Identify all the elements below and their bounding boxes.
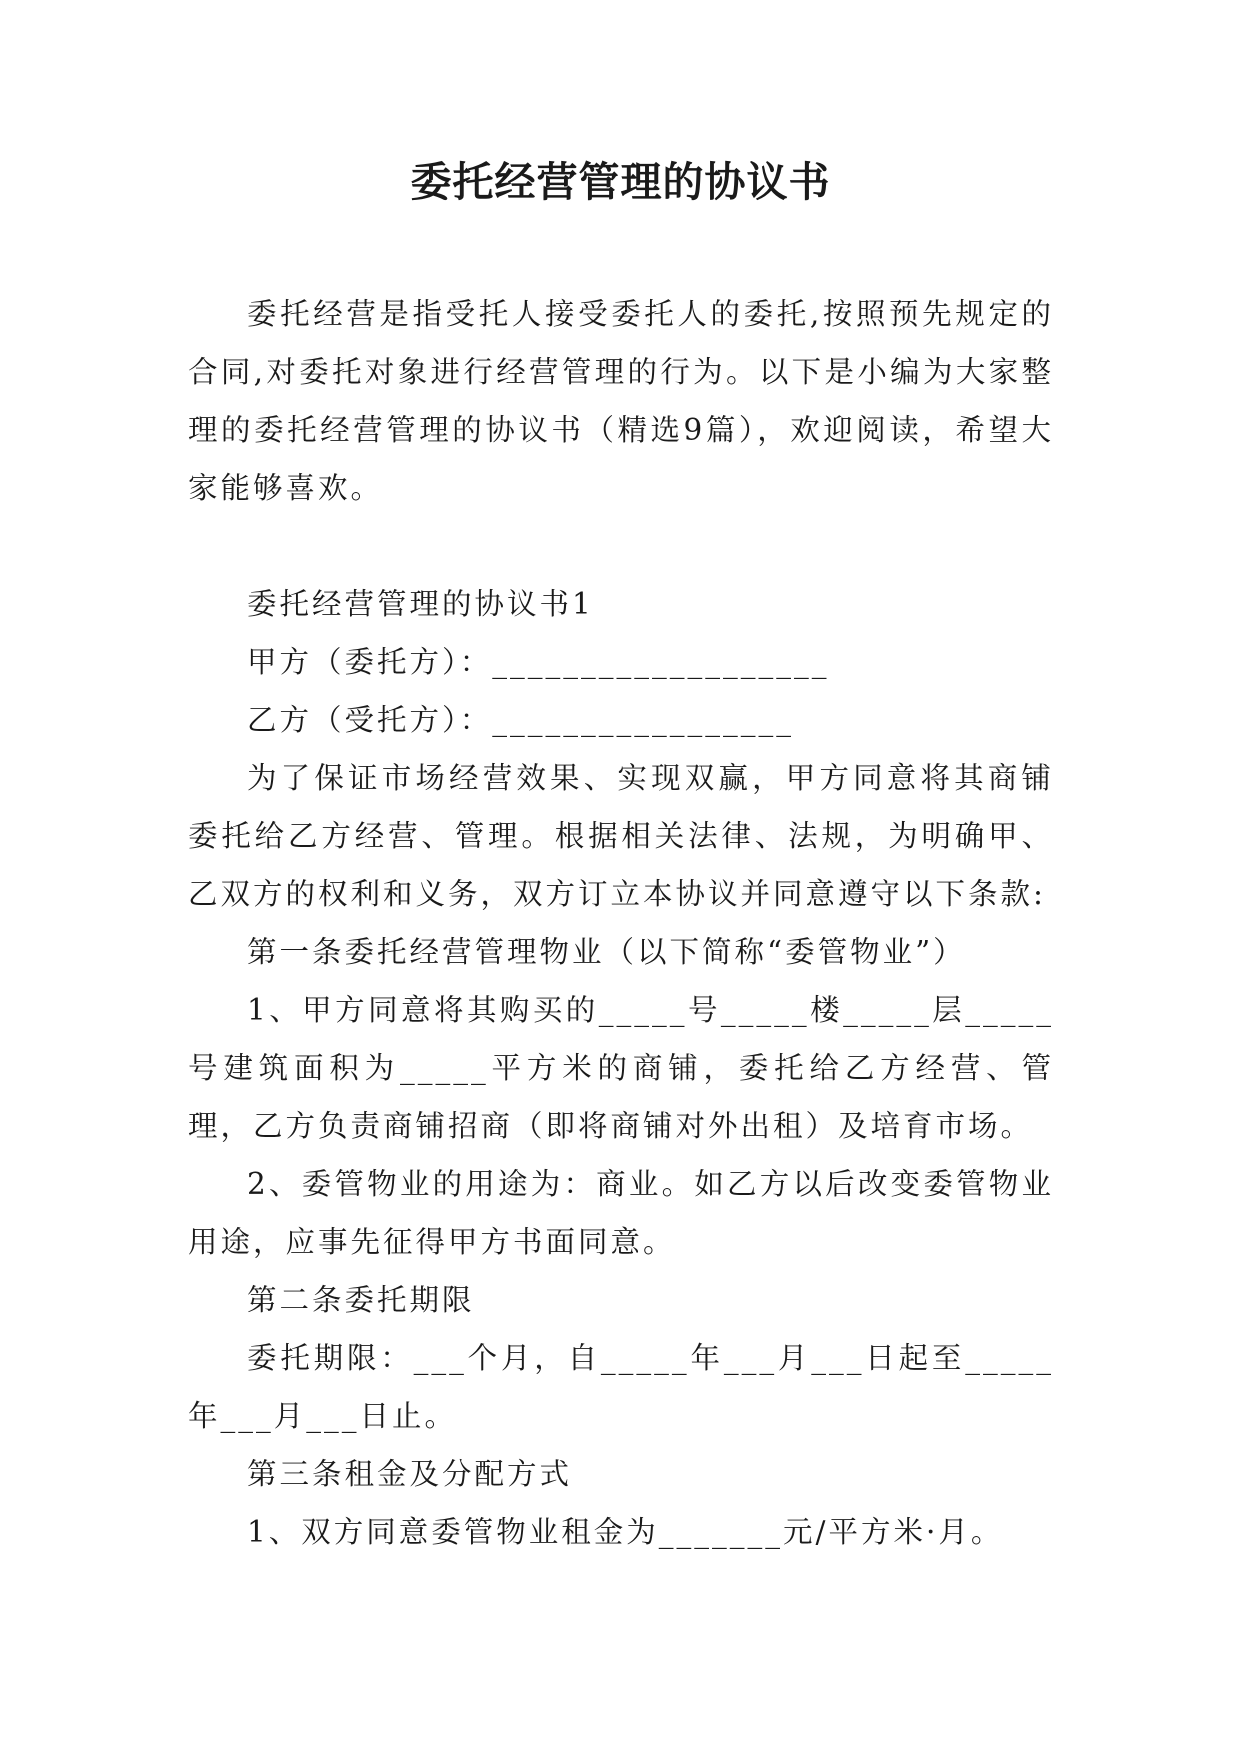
preamble-paragraph: 为了保证市场经营效果、实现双赢，甲方同意将其商铺委托给乙方经营、管理。根据相关法律、法规，为明确甲、乙双方的权利和义务，双方订立本协议并同意遵守以下条款: <box>188 761 1054 911</box>
intro-paragraph: 委托经营是指受托人接受委托人的委托,按照预先规定的合同,对委托对象进行经营管理的行为。以下是小编为大家整理的委托经营管理的协议书（精选9篇），欢迎阅读，希望大家能够喜欢。 <box>188 297 1054 505</box>
article-1-item-2: 2、委管物业的用途为：商业。如乙方以后改变委管物业用途，应事先征得甲方书面同意。 <box>188 1167 1054 1259</box>
party-b-line: 乙方（受托方）：_________________ <box>247 703 795 737</box>
article-1-title: 第一条委托经营管理物业（以下简称“委管物业”） <box>247 935 966 969</box>
article-2-title: 第二条委托期限 <box>247 1283 475 1317</box>
article-3-item-1: 1、双方同意委管物业租金为_______元/平方米·月。 <box>247 1515 1004 1549</box>
document-title: 委托经营管理的协议书 <box>410 158 831 206</box>
article-3-title: 第三条租金及分配方式 <box>247 1457 573 1491</box>
party-a-line: 甲方（委托方）：___________________ <box>247 645 830 679</box>
section-heading: 委托经营管理的协议书1 <box>247 587 594 621</box>
article-2-body: 委托期限：___个月，自_____年___月___日起至_____年___月___日止。 <box>188 1341 1054 1433</box>
document-body <box>188 285 1054 1561</box>
article-1-item-1: 1、甲方同意将其购买的_____号_____楼_____层_____号建筑面积为_____平方米的商铺，委托给乙方经营、管理，乙方负责商铺招商（即将商铺对外出租）及培育市场。 <box>188 993 1054 1143</box>
